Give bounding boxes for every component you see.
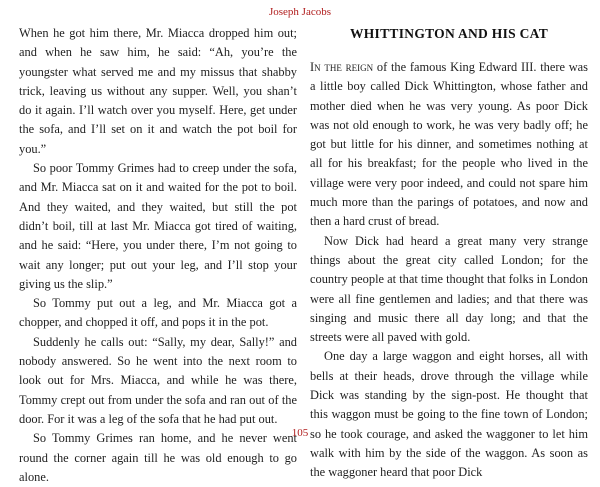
page-number: 105 (291, 427, 309, 439)
chapter-title: WHITTINGTON AND HIS CAT (349, 26, 549, 41)
left-text-column (19, 24, 297, 487)
running-header-author: Joseph Jacobs (268, 6, 332, 18)
paragraph: So Tommy Grimes ran home, and he never went round the corner again till he was old enough to go alone. (19, 431, 297, 484)
paragraph: Now Dick had heard a great many very strange things about the great city called London; for the country people at that time thought that folks in London were all fine gentlemen and ladies; and that there was singing and music there all day long; and that the streets were all paved with gold. (310, 233, 588, 345)
paragraph: So Tommy put out a leg, and Mr. Miacca got a chopper, and chopped it off, and pops it in the pot. (19, 296, 297, 330)
paragraph: So poor Tommy Grimes had to creep under the sofa, and Mr. Miacca sat on it and waited for the pot to boil. And they waited, and they waited, but still the pot didn’t boil, till at last Mr. Miacca got tired of waiting, and he said: “Here, you under there, I’m not going to wait any longer; put out your leg, and I’ll stop your giving us the slip.” (19, 161, 297, 291)
opening-smallcaps: In the reign (310, 60, 374, 74)
opening-text: of the famous King Edward III. there was a little boy called Dick Whittington, whose father and mother died when he was very young. As poor Dick was not old enough to work, he was very badly off; he got but little for his dinner, and sometimes nothing at all for his breakfast; for the people who lived in the village were very poor indeed, and could not spare him much more than the parings of potatoes, and now and then a hard crust of bread. (310, 60, 588, 229)
paragraph: When he got him there, Mr. Miacca dropped him out; and when he saw him, he said: “Ah, you’re the youngster what served me and my missus that shabby trick, leaving us without any supper. Well, you shan’t do it again. I’ll watch over you myself. Here, get under the sofa, and I’ll set on it and watch the pot boil for you.” (19, 26, 297, 156)
right-text-column (310, 24, 588, 483)
paragraph: Suddenly he calls out: “Sally, my dear, Sally!” and nobody answered. So he went into the next room to look out for Mrs. Miacca, and while he was there, Tommy crept out from under the sofa and ran out of the door. For it was a leg of the sofa that he had put out. (19, 334, 297, 426)
opening-paragraph (310, 58, 588, 232)
paragraph: One day a large waggon and eight horses, all with bells at their heads, drove through the village while Dick was standing by the sign-post. He thought that this waggon must be going to the fine town of London; so he took courage, and asked the waggoner to let him walk with him by the side of the waggon. As soon as the waggoner heard that poor Dick (310, 349, 588, 480)
